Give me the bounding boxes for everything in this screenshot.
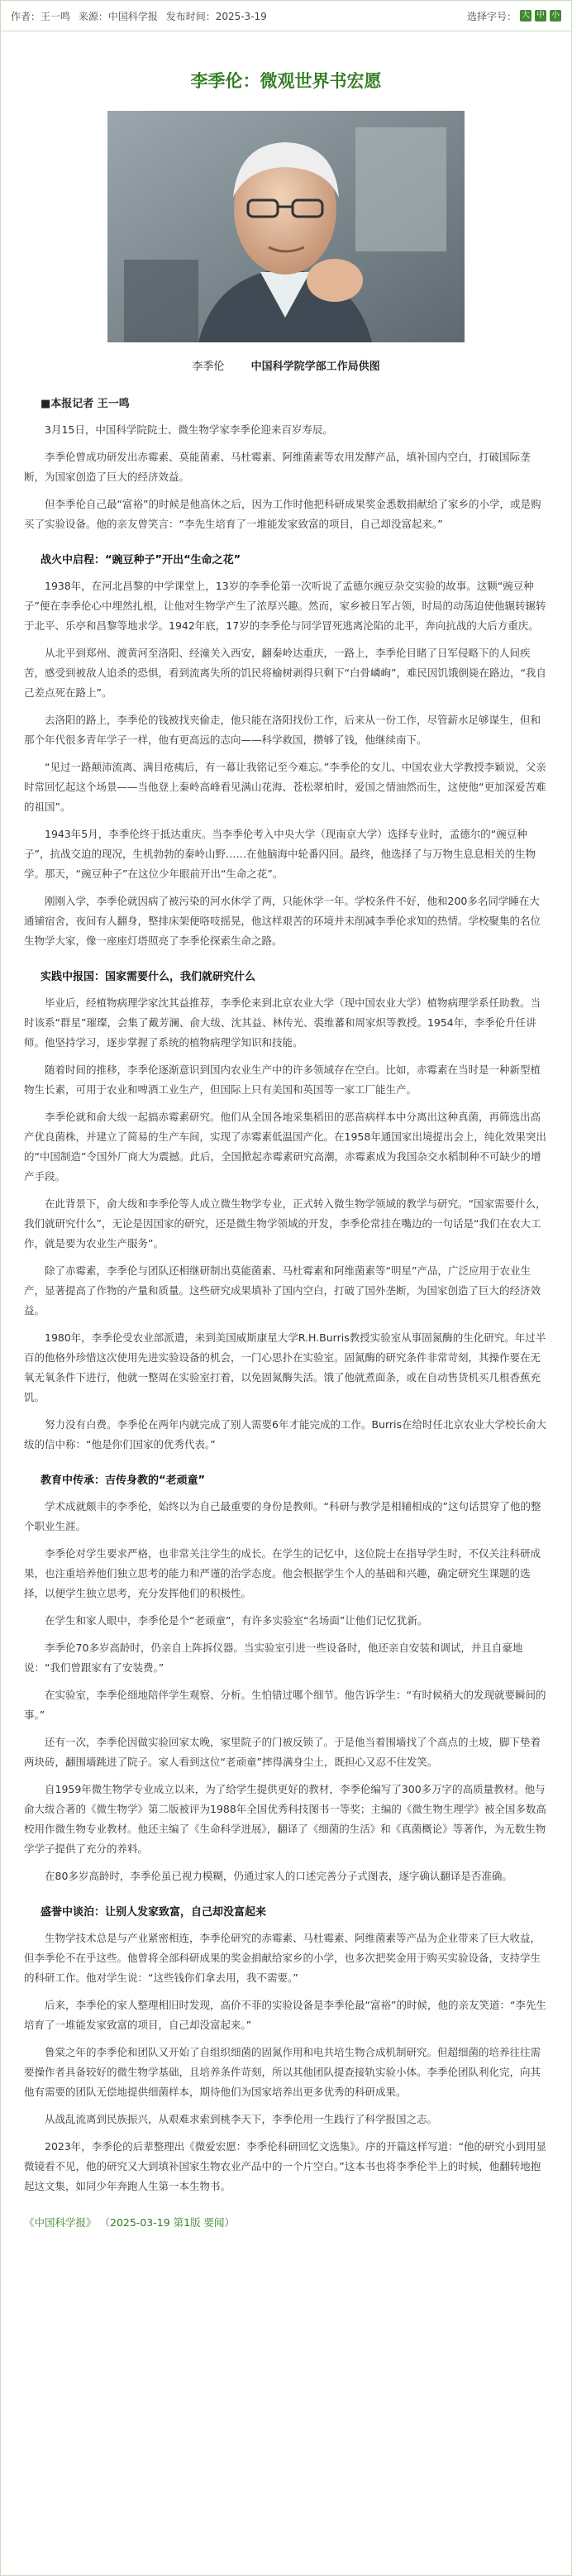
article-body (1, 394, 571, 2196)
paragraph: 从北平到郑州、渡黄河至洛阳、经潼关入西安，翻秦岭达重庆，一路上，李季伦目睹了日军侵略下的人间疾苦，感受到被敌人追杀的恐惧，看到流离失所的饥民将榆树剥得只剩下“白骨嶙峋”，难民因饥饿倒毙在路边，“我自己差点死在路上”。 (24, 647, 546, 699)
paragraph: 生物学技术总是与产业紧密相连，李季伦研究的赤霉素、马杜霉素、阿维菌素等产品为企业带来了巨大收益，但李季伦不在乎这些。他曾将全部科研成果的奖金捐献给家乡的小学，也多次把奖金用于购买实验设备，支持学生的科研工作。他对学生说：“这些钱你们拿去用，我不需要。” (24, 1932, 541, 1984)
section-honor (24, 1903, 548, 2196)
article-meta (11, 9, 272, 23)
article-footer (24, 2215, 571, 2230)
paragraph: 2023年，李季伦的后辈整理出《微爱宏愿：李季伦科研回忆文选集》。序的开篇这样写道：“他的研究小到用显微镜看不见，他的研究又大到填补国家生物农业产品中的一个片空白。”这本书也将李季伦半上的时候，他翻转地抱起这文集，如同少年奔跑人生第一本生物书。 (24, 2140, 547, 2192)
publish-date-page: （2025-03-19 第1版 要闻） (99, 2216, 236, 2229)
paragraph: 学术成就颇丰的李季伦，始终以为自己最重要的身份是教师。“科研与教学是相辅相成的”这句话贯穿了他的整个职业生涯。 (24, 1500, 541, 1532)
font-size-large-button[interactable]: 大 (522, 11, 530, 20)
paragraph: 但李季伦自己最“富裕”的时候是他高休之后，因为工作时他把科研成果奖金悉数捐献给了家乡的小学，或是购买了实验设备。他的亲友曾笑言：“李先生培育了一堆能发家致富的项目，自己却没富起来。” (24, 498, 541, 530)
paragraph: 1980年，李季伦受农业部派遣，来到美国威斯康星大学R.H.Burris教授实验室从事固氮酶的生化研究。年过半百的他格外珍惜这次使用先进实验设备的机会，一门心思扑在实验室。固氮酶的研究条件非常苛刻，其操作要在无氧无氧条件下进行，他就一整周在实验室打着，以免固氮酶失活。饿了他就煮面条，或在自动售货机买几根香蕉充饥。 (24, 1331, 546, 1403)
meta-source: 来源：中国科学报 (78, 10, 158, 22)
paragraph: 3月15日，中国科学院院士、微生物学家李季伦迎来百岁寿辰。 (45, 423, 333, 436)
font-size-medium-button[interactable]: 中 (536, 11, 545, 20)
section-heading: 实践中报国：国家需要什么，我们就研究什么 (41, 971, 256, 983)
caption-person: 李季伦 (192, 361, 225, 373)
portrait-photo (107, 111, 465, 342)
section-intro (24, 420, 548, 534)
paragraph: 自1959年微生物学专业成立以来，为了给学生提供更好的教材，李季伦编写了300多万字的高质量教材。他与俞大绂合著的《微生物学》第二版被评为1988年全国优秀科技图书一等奖；主编的《微生物生理学》被全国多数高校用作微生物专业教材。他还主编了《生命科学进展》，翻译了《细菌的生活》和《真菌概论》等著作，为无数生物学学子提供了充分的养料。 (24, 1783, 546, 1855)
section-heading: 盛誉中谈泊：让别人发家致富，自己却没富起来 (41, 1906, 267, 1919)
paragraph: “见过一路颠沛流离、满目疮痍后，有一幕让我铭记至今难忘。”李季伦的女儿、中国农业大学教授李颖说，父亲时常回忆起这个场景——当他登上秦岭高峰看见满山花海、苍松翠柏时，爱国之情油然而生，这使他“更加深爱苦难的祖国”。 (24, 761, 546, 813)
paragraph: 后来，李季伦的家人整理相旧时发现，高价不菲的实验设备是李季伦最“富裕”的时候，他的亲友笑道：“李先生培育了一堆能发家致富的项目，自己却没富起来。” (24, 1999, 546, 2031)
section-heading: 教育中传承：吉传身教的“老顽童” (41, 1474, 206, 1487)
paragraph: 努力没有白费。李季伦在两年内就完成了别人需要6年才能完成的工作。Burris在给时任北京农业大学校长俞大绂的信中称：“他是你们国家的优秀代表。” (24, 1418, 546, 1450)
paragraph: 李季伦曾成功研发出赤霉素、莫能菌素、马杜霉素、阿维菌素等农用发酵产品，填补国内空白，打破国际垄断，为国家创造了巨大的经济效益。 (24, 451, 531, 483)
section-wartime (24, 551, 548, 951)
font-size-selector (467, 9, 561, 23)
paragraph: 李季伦就和俞大绂一起搞赤霉素研究。他们从全国各地采集稻田的恶苗病样本中分离出这种真菌，再筛选出高产优良菌株，并建立了简易的生产车间，实现了赤霉素低温国产化。在1958年通国家出境提出会上，纯化效果突出的“中国制造”令国外厂商大为震撼。此后，全国掀起赤霉素研究高潮，赤霉素成为我国杂交水稻制种不可缺少的增产手段。 (24, 1111, 546, 1183)
paragraph: 在80多岁高龄时，李季伦虽已视力模糊，仍通过家人的口述完善分子式图表，逐字确认翻译是否准确。 (45, 1870, 512, 1882)
article-title: 李季伦：微观世界书宏愿 (190, 71, 382, 91)
article-meta-bar (1, 1, 571, 31)
section-education (24, 1471, 548, 1886)
paragraph: 还有一次，李季伦因做实验回家太晚，家里院子的门被反锁了。于是他当着围墙找了个高点的土坡，脚下垫着两块砖，翻围墙跳进了院子。家人看到这位“老顽童”摔得满身尘土，既担心又忍不住发笑。 (24, 1736, 541, 1768)
paragraph: 在学生和家人眼中，李季伦是个“老顽童”，有许多实验室“名场面”让他们记忆犹新。 (45, 1614, 428, 1627)
paragraph: 从战乱流离到民族振兴，从艰难求索到桃李天下，李季伦用一生践行了科学报国之志。 (45, 2113, 438, 2125)
paragraph: 除了赤霉素，李季伦与团队还相继研制出莫能菌素、马杜霉素和阿维菌素等“明星”产品，广泛应用于农业生产，显著提高了作物的产量和质量。这些研究成果填补了国内空白，打破了国外垄断，为国家创造了巨大的经济效益。 (24, 1264, 541, 1317)
paragraph: 李季伦对学生要求严格，也非常关注学生的成长。在学生的记忆中，这位院士在指导学生时，不仅关注科研成果，也注重培养他们独立思考的能力和严谨的治学态度。他会根据学生个人的基础和兴趣，确定研究生课题的选择，以便学生独立思考，充分发挥他们的积极性。 (24, 1547, 541, 1599)
paragraph: 1938年，在河北昌黎的中学课堂上，13岁的李季伦第一次听说了孟德尔豌豆杂交实验的故事。这颗“豌豆种子”便在李季伦心中埋然扎根，让他对生物学产生了浓厚兴趣。然而，家乡被日军占领，时局的动荡迫使他辗转辗转于北平、乐亭和昌黎等地求学。1942年底，17岁的李季伦与同学冒死逃离沦陷的北平，奔向抗战的大后方重庆。 (24, 580, 546, 632)
meta-author: 作者：王一鸣 (11, 10, 71, 22)
paragraph: 鲁棠之年的李季伦和团队又开始了自组织细菌的固氮作用和电共培生物合成机制研究。但超细菌的培养往往需要操作者具备较好的微生物学基础，且培养条件苛刻，所以其他团队提查接轨实验小体。李季伦团队利化完，向其他有需要的团队无偿地提供细菌样本，期待他们为国家培养出更多优秀的科研成果。 (24, 2046, 541, 2098)
paragraph: 在此背景下，俞大绂和李季伦等人成立微生物学专业，正式转入微生物学领域的教学与研究。“国家需要什么，我们就研究什么”，无论是因国家的研究，还是微生物学领域的开发，李季伦常挂在嘴边的一句话是“我们在农大工作，就是要为农业生产服务”。 (24, 1197, 546, 1250)
font-size-small-button[interactable]: 小 (551, 11, 560, 20)
paragraph: 刚刚入学，李季伦就因病了被污染的河水休学了两，只能休学一年。学校条件不好，他和200多名同学睡在大通铺宿舍，夜间有人翻身，整排床架便咯吱摇晃，他这样艰苦的环境并未削减李季伦求知的热情。学校聚集的名位生物学大家，像一座座灯塔照亮了李季伦探索生命之路。 (24, 895, 541, 947)
photo-caption (1, 357, 571, 373)
paragraph: 李季伦70多岁高龄时，仍亲自上阵拆仪器。当实验室引进一些设备时，他还亲自安装和调试，并且自豪地说：“我们曾跟家有了安装费。” (24, 1642, 523, 1674)
article-byline: ■本报记者 王一鸣 (41, 398, 130, 410)
section-heading: 战火中启程：“豌豆种子”开出“生命之花” (41, 554, 241, 566)
paragraph: 随着时间的推移，李季伦逐渐意识到国内农业生产中的许多领域存在空白。比如，赤霉素在当时是一种新型植物生长素，可用于农业和啤酒工业生产，但国际上只有美国和英国等一家工厂能生产。 (24, 1063, 541, 1096)
caption-credit: 中国科学院学部工作局供图 (250, 361, 380, 373)
newspaper-link[interactable]: 《中国科学报》 (24, 2216, 97, 2229)
font-size-label: 选择字号： (466, 10, 517, 22)
paragraph: 1943年5月，李季伦终于抵达重庆。当李季伦考入中央大学（现南京大学）选择专业时，孟德尔的“豌豆种子”，抗战交迫的现况，生机勃勃的秦岭山野……在他脑海中轮番闪回。最终，他选择了与万物生息息相关的生物学。那天，“豌豆种子”在这位少年眼前开出“生命之花”。 (24, 828, 536, 880)
section-practice (24, 968, 548, 1455)
paragraph: 去洛阳的路上，李季伦的钱被找夹偷走，他只能在洛阳找份工作，后来从一份工作，尽管薪水足够谋生，但和那个年代很多青年学子一样，他有更高远的志向——科学救国，攒够了钱，他继续南下。 (24, 714, 541, 746)
meta-date: 发布时间：2025-3-19 (165, 10, 267, 22)
paragraph: 在实验室，李季伦细地陪伴学生观察、分析。生怕错过哪个细节。他告诉学生：“有时候稍大的发现就要瞬间的事。” (24, 1689, 546, 1721)
paragraph: 毕业后，经植物病理学家沈其益推荐，李季伦来到北京农业大学（现中国农业大学）植物病理学系任助教。当时该系“群星”璀璨，会集了戴芳澜、俞大绂、沈其益、林传光、裘维蕃和周家炽等教授。1954年，李季伦升任讲师。他坚持学习，逐步掌握了系统的植物病理学知识和技能。 (24, 996, 541, 1049)
